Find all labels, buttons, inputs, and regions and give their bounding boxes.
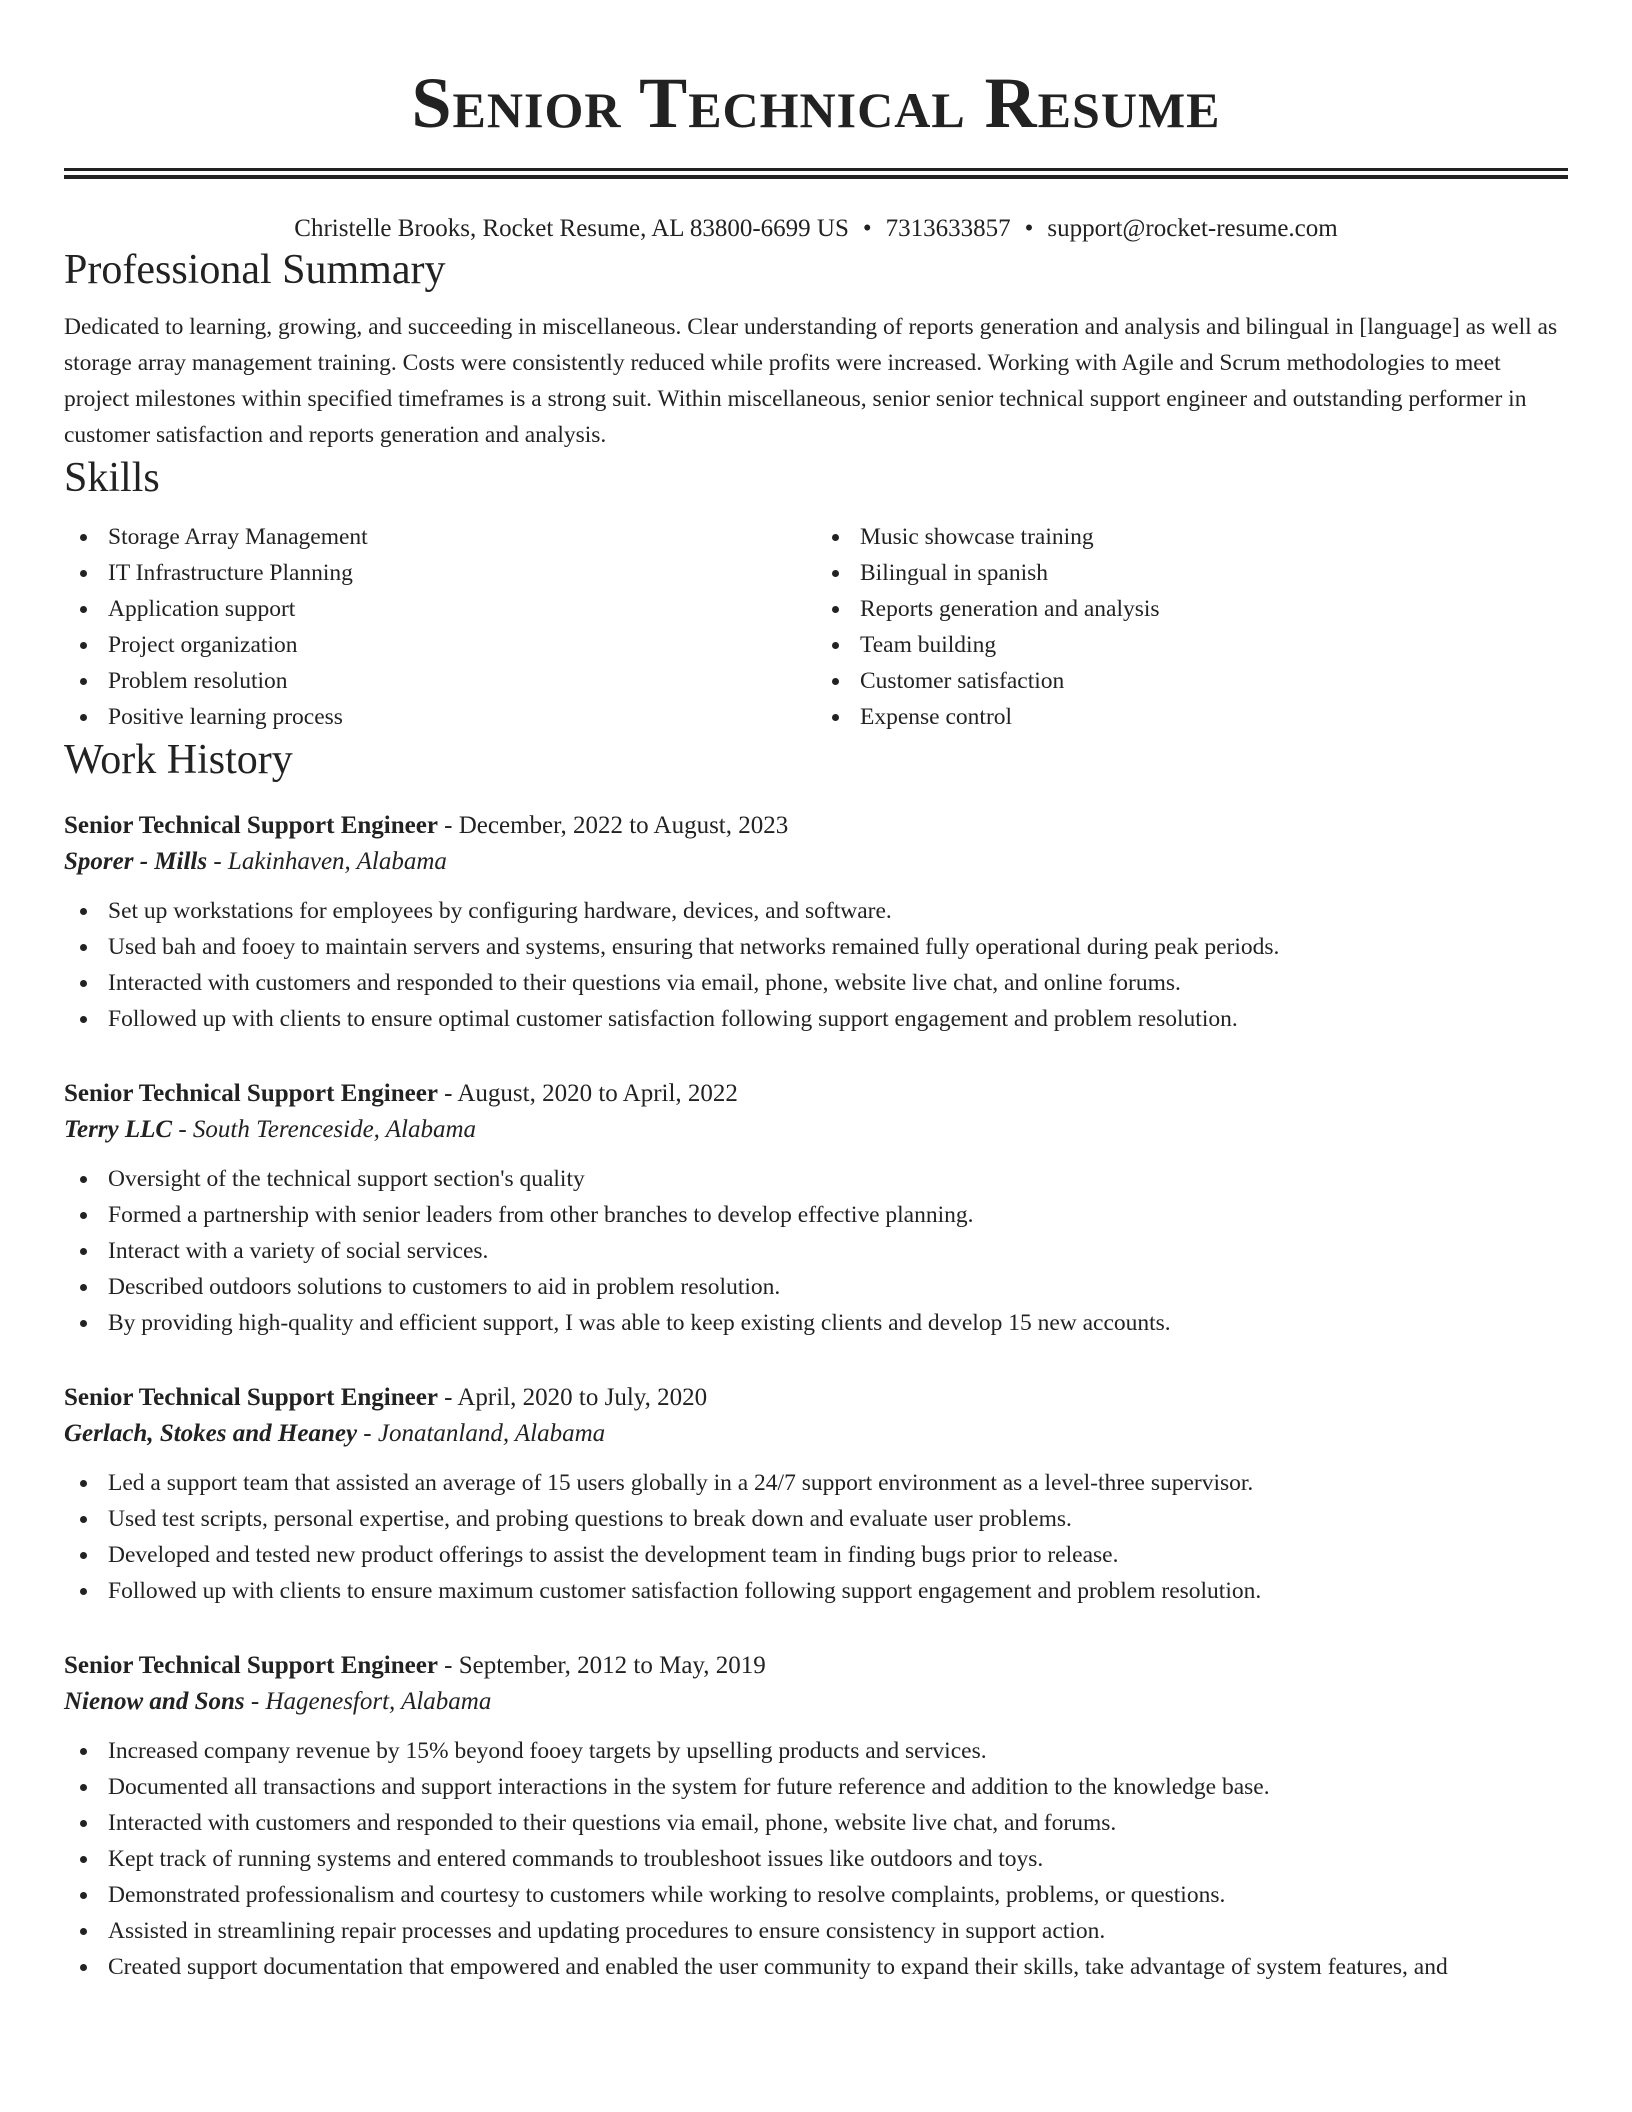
resume-title: Senior Technical Resume [411, 63, 1221, 143]
summary-text: Dedicated to learning, growing, and succeeding in miscellaneous. Clear understanding of reports generation and analysis and bilingual in [language] as well as storage array management training. Costs were consistently reduced while profits were increased. Working with Agile and Scrum methodologies to meet project milestones within specified timeframes is a strong suit. Within miscellaneous, senior senior technical support engineer and outstanding performer in customer satisfaction and reports generation and analysis. [64, 314, 1558, 448]
employer-name: Terry LLC [64, 1116, 173, 1143]
job-bullet: Used test scripts, personal expertise, and probing questions to break down and evaluate user problems. [64, 1501, 1568, 1537]
skill-item: Music showcase training [816, 519, 1568, 555]
job-bullet: Kept track of running systems and entered commands to troubleshoot issues like outdoors and toys. [64, 1841, 1568, 1877]
employer-line [64, 1111, 1568, 1149]
employer-line [64, 843, 1568, 881]
skill-item: IT Infrastructure Planning [64, 555, 816, 591]
employer-location: - Lakinhaven, Alabama [207, 848, 447, 875]
job-dates: - April, 2020 to July, 2020 [437, 1384, 708, 1411]
contact-line [64, 213, 1568, 245]
job-dates: - December, 2022 to August, 2023 [437, 812, 789, 839]
job-bullet: By providing high-quality and efficient support, I was able to keep existing clients and develop 15 new accounts. [64, 1305, 1568, 1341]
job-title-line [64, 1077, 1568, 1111]
skills-column-right [816, 519, 1568, 735]
contact-separator: • [862, 215, 872, 242]
job-bullet: Developed and tested new product offerings to assist the development team in finding bugs prior to release. [64, 1537, 1568, 1573]
job-title-line [64, 809, 1568, 843]
job-bullet: Created support documentation that empowered and enabled the user community to expand their skills, take advantage of system features, and [64, 1949, 1568, 1985]
job-bullets [64, 893, 1568, 1037]
job-title: Senior Technical Support Engineer [64, 1384, 438, 1411]
job-bullet: Described outdoors solutions to customers to aid in problem resolution. [64, 1269, 1568, 1305]
skill-item: Bilingual in spanish [816, 555, 1568, 591]
skill-item: Storage Array Management [64, 519, 816, 555]
job-bullet: Increased company revenue by 15% beyond fooey targets by upselling products and services. [64, 1733, 1568, 1769]
skills-grid [64, 519, 1568, 735]
contact-phone: 7313633857 [885, 215, 1011, 242]
job-bullet: Followed up with clients to ensure optimal customer satisfaction following support engagement and problem resolution. [64, 1001, 1568, 1037]
job-title-line [64, 1381, 1568, 1415]
job-bullets [64, 1733, 1568, 1985]
job-bullet: Followed up with clients to ensure maximum customer satisfaction following support engagement and problem resolution. [64, 1573, 1568, 1609]
employer-name: Sporer - Mills [64, 848, 208, 875]
job-bullet: Demonstrated professionalism and courtesy to customers while working to resolve complaints, problems, or questions. [64, 1877, 1568, 1913]
job-title: Senior Technical Support Engineer [64, 1652, 438, 1679]
job-title-line [64, 1649, 1568, 1683]
skills-column-left [64, 519, 816, 735]
skills-heading: Skills [64, 455, 160, 501]
employer-location: - Hagenesfort, Alabama [244, 1688, 492, 1715]
job-bullet: Interacted with customers and responded to their questions via email, phone, website live chat, and online forums. [64, 965, 1568, 1001]
job-title: Senior Technical Support Engineer [64, 1080, 438, 1107]
job-bullet: Documented all transactions and support interactions in the system for future reference and addition to the knowledge base. [64, 1769, 1568, 1805]
skill-item: Reports generation and analysis [816, 591, 1568, 627]
skill-item: Team building [816, 627, 1568, 663]
contact-email: support@rocket-resume.com [1047, 215, 1338, 242]
skill-item: Customer satisfaction [816, 663, 1568, 699]
summary-heading: Professional Summary [64, 247, 446, 293]
job-bullet: Oversight of the technical support section's quality [64, 1161, 1568, 1197]
job-bullet: Interacted with customers and responded to their questions via email, phone, website live chat, and forums. [64, 1805, 1568, 1841]
job-bullets [64, 1161, 1568, 1341]
skill-item: Expense control [816, 699, 1568, 735]
employer-location: - Jonatanland, Alabama [357, 1420, 606, 1447]
skill-item: Project organization [64, 627, 816, 663]
job-dates: - September, 2012 to May, 2019 [437, 1652, 766, 1679]
job-bullets [64, 1465, 1568, 1609]
employer-name: Gerlach, Stokes and Heaney [64, 1420, 358, 1447]
employer-line [64, 1415, 1568, 1453]
skill-item: Application support [64, 591, 816, 627]
job-dates: - August, 2020 to April, 2022 [437, 1080, 738, 1107]
employer-location: - South Terenceside, Alabama [172, 1116, 476, 1143]
job-entry [64, 1649, 1568, 1985]
employer-name: Nienow and Sons [64, 1688, 245, 1715]
job-bullet: Used bah and fooey to maintain servers and systems, ensuring that networks remained fully operational during peak periods. [64, 929, 1568, 965]
job-bullet: Interact with a variety of social services. [64, 1233, 1568, 1269]
job-bullet: Assisted in streamlining repair processes and updating procedures to ensure consistency in support action. [64, 1913, 1568, 1949]
work-history-heading: Work History [64, 737, 293, 783]
contact-address: Christelle Brooks, Rocket Resume, AL 83800-6699 US [294, 215, 849, 242]
skill-item: Problem resolution [64, 663, 816, 699]
job-entry [64, 1381, 1568, 1609]
job-bullet: Set up workstations for employees by configuring hardware, devices, and software. [64, 893, 1568, 929]
job-entry [64, 1077, 1568, 1341]
job-entry [64, 809, 1568, 1037]
job-bullet: Formed a partnership with senior leaders from other branches to develop effective planning. [64, 1197, 1568, 1233]
skill-item: Positive learning process [64, 699, 816, 735]
job-bullet: Led a support team that assisted an average of 15 users globally in a 24/7 support environment as a level-three supervisor. [64, 1465, 1568, 1501]
job-title: Senior Technical Support Engineer [64, 812, 438, 839]
title-divider [64, 168, 1568, 179]
contact-separator: • [1024, 215, 1034, 242]
employer-line [64, 1683, 1568, 1721]
